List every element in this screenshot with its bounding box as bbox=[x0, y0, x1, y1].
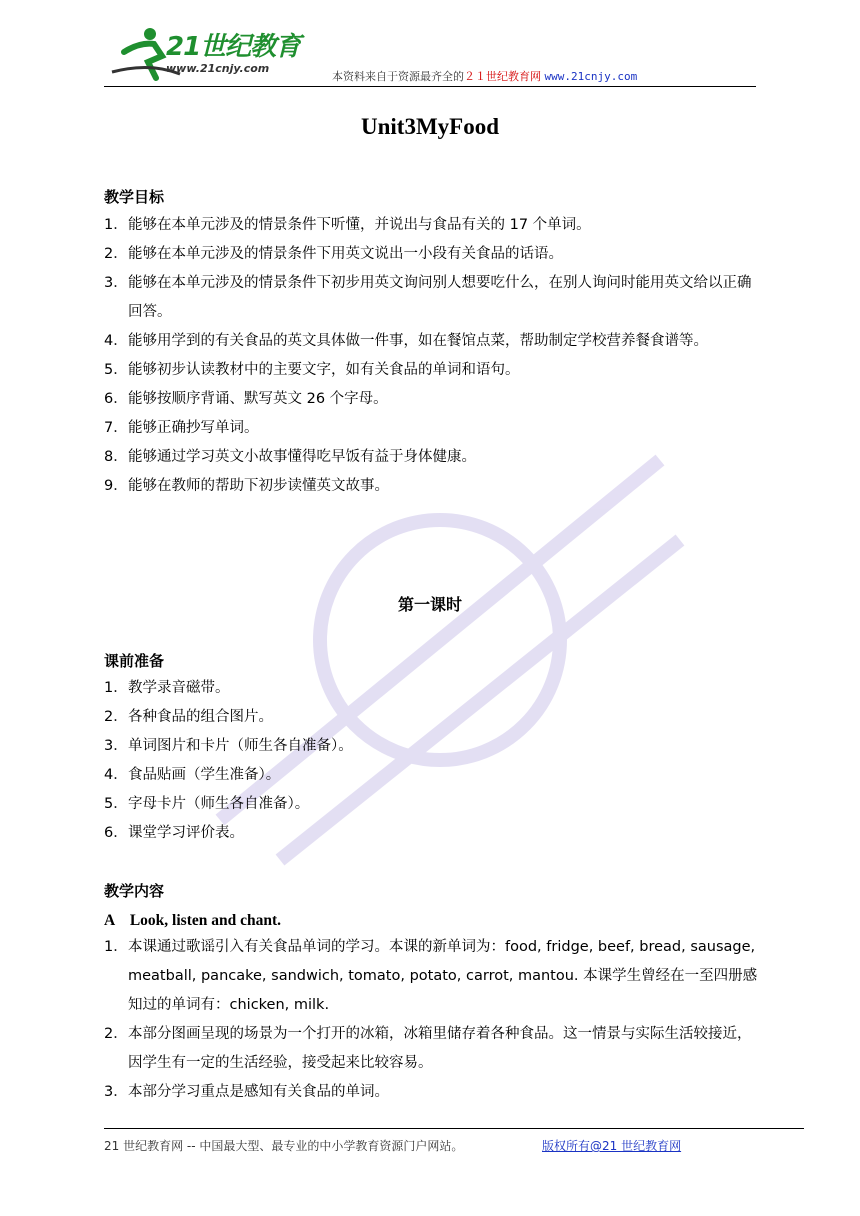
page-header bbox=[104, 20, 756, 87]
list-item: 4． 食品贴画（学生准备）。 bbox=[104, 767, 281, 783]
list-item: 1． 本课通过歌谣引入有关食品单词的学习。本课的新单词为：food, fridge, beef, bread, sausage, meatball, pancake, sandwich, tomato, potato, carrot, mantou. 本课学生曾经在一至四册感知过的单词有：chicken, milk. bbox=[104, 939, 758, 1013]
logo-url: www.21cnjy.com bbox=[166, 62, 270, 75]
list-item: 9． 能够在教师的帮助下初步读懂英文故事。 bbox=[104, 478, 389, 494]
list-item: 3． 能够在本单元涉及的情景条件下初步用英文询问别人想要吃什么，在别人询问时能用英文给以正确回答。 bbox=[104, 275, 752, 320]
prep-list bbox=[104, 674, 760, 848]
list-item: 4． 能够用学到的有关食品的英文具体做一件事，如在餐馆点菜，帮助制定学校营养餐食谱等。 bbox=[104, 333, 708, 349]
list-item: 2． 能够在本单元涉及的情景条件下用英文说出一小段有关食品的话语。 bbox=[104, 246, 563, 262]
list-item: 5． 字母卡片（师生各自准备）。 bbox=[104, 796, 310, 812]
header-url-link[interactable]: www.21cnjy.com bbox=[544, 70, 638, 83]
section-a-heading: A Look, listen and chant. bbox=[104, 912, 282, 929]
content-heading: 教学内容 bbox=[104, 882, 165, 900]
list-item: 1． 能够在本单元涉及的情景条件下听懂，并说出与食品有关的 17 个单词。 bbox=[104, 217, 591, 233]
list-item: 1． 教学录音磁带。 bbox=[104, 680, 230, 696]
page-title: Unit3MyFood bbox=[361, 114, 499, 139]
list-item: 2． 各种食品的组合图片。 bbox=[104, 709, 273, 725]
goals-list bbox=[104, 211, 760, 501]
content-list bbox=[104, 933, 760, 1107]
logo-text: 21世纪教育 bbox=[166, 32, 301, 62]
list-item: 3． 本部分学习重点是感知有关食品的单词。 bbox=[104, 1084, 389, 1100]
list-item: 2． 本部分图画呈现的场景为一个打开的冰箱，冰箱里储存着各种食品。这一情景与实际生活较接近，因学生有一定的生活经验，接受起来比较容易。 bbox=[104, 1026, 752, 1071]
list-item: 6． 能够按顺序背诵、默写英文 26 个字母。 bbox=[104, 391, 388, 407]
list-item: 7． 能够正确抄写单词。 bbox=[104, 420, 259, 436]
header-site-link[interactable]: ２１世纪教育网 bbox=[464, 70, 541, 83]
copyright-link[interactable]: 版权所有@21 世纪教育网 bbox=[542, 1139, 682, 1153]
header-note bbox=[332, 68, 637, 84]
goals-heading: 教学目标 bbox=[104, 188, 165, 206]
page-footer bbox=[104, 1128, 804, 1154]
header-note-prefix: 本资料来自于资源最齐全的 bbox=[332, 70, 464, 83]
footer-text: 21 世纪教育网 -- 中国最大型、最专业的中小学教育资源门户网站。 bbox=[104, 1139, 464, 1153]
list-item: 3． 单词图片和卡片（师生各自准备）。 bbox=[104, 738, 353, 754]
list-item: 5． 能够初步认读教材中的主要文字，如有关食品的单词和语句。 bbox=[104, 362, 520, 378]
list-item: 8． 能够通过学习英文小故事懂得吃早饭有益于身体健康。 bbox=[104, 449, 476, 465]
list-item: 6． 课堂学习评价表。 bbox=[104, 825, 244, 841]
prep-heading: 课前准备 bbox=[104, 652, 165, 670]
lesson-heading: 第一课时 bbox=[397, 595, 462, 614]
